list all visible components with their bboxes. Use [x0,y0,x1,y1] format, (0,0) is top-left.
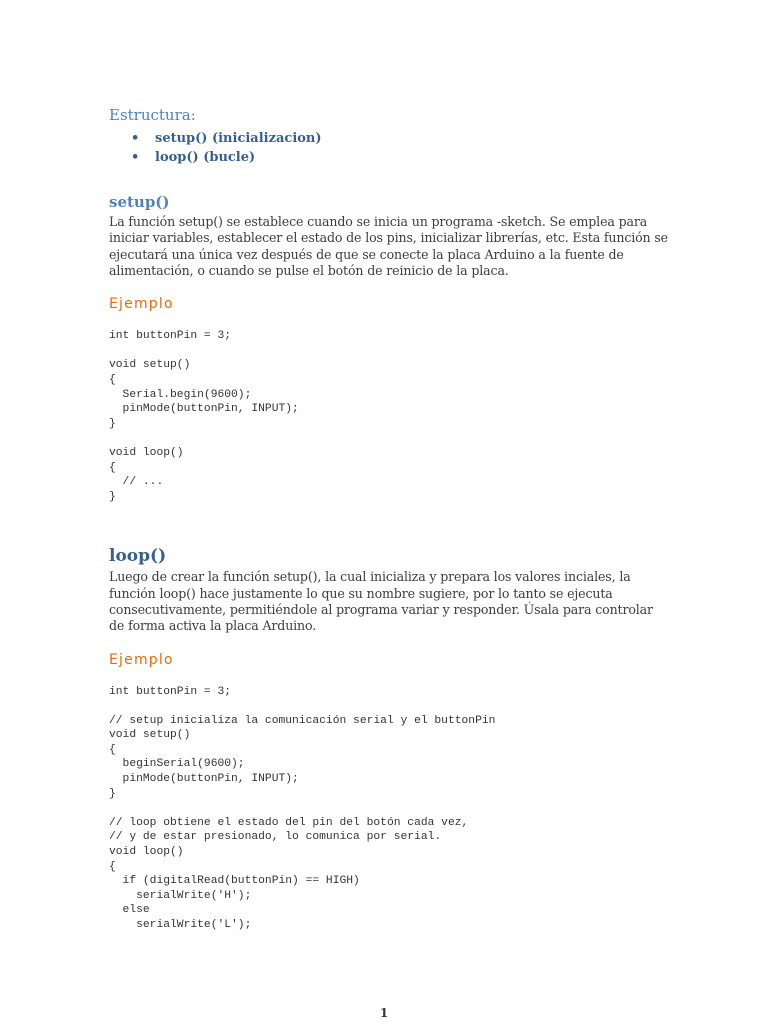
list-item-label: setup() (inicializacion) [155,131,322,146]
structure-list [109,129,669,167]
setup-example-heading: Ejemplo [109,296,174,313]
list-item [131,148,669,167]
list-item [131,129,669,148]
page-number: 1 [379,1006,389,1020]
structure-heading: Estructura: [109,106,196,124]
bullet-icon: • [131,150,140,165]
loop-code-block: int buttonPin = 3; // setup inicializa la comunicación serial y el buttonPin void setup() { beginSerial(9600); pinMode(buttonPin, INPUT); } // loop obtiene el estado del pin del botón cada vez, // y de estar presionado, lo comunica por serial. void loop() { if (digitalRead(buttonPin) == HIGH) serialWrite('H'); else serialWrite('L'); [109,685,496,931]
loop-paragraph: Luego de crear la función setup(), la cual inicializa y prepara los valores inciales, la función loop() hace justamente lo que su nombre sugiere, por lo tanto se ejecuta consecutivamente, permitiéndole al programa variar y responder. Úsala para controlar de forma activa la placa Arduino. [109,569,653,634]
bullet-icon: • [131,131,140,146]
list-item-label: loop() (bucle) [155,150,256,165]
document-page [109,105,669,933]
setup-heading: setup() [109,193,170,211]
loop-heading: loop() [109,546,167,567]
setup-paragraph: La función setup() se establece cuando se inicia un programa -sketch. Se emplea para iniciar variables, establecer el estado de los pins, inicializar librerías, etc. Esta función se ejecutará una única vez después de que se conecte la placa Arduino a la fuente de alimentación, o cuando se pulse el botón de reinicio de la placa. [109,214,668,278]
setup-code-block: int buttonPin = 3; void setup() { Serial.begin(9600); pinMode(buttonPin, INPUT); } void loop() { // ... } [109,330,299,503]
loop-example-heading: Ejemplo [109,651,174,668]
